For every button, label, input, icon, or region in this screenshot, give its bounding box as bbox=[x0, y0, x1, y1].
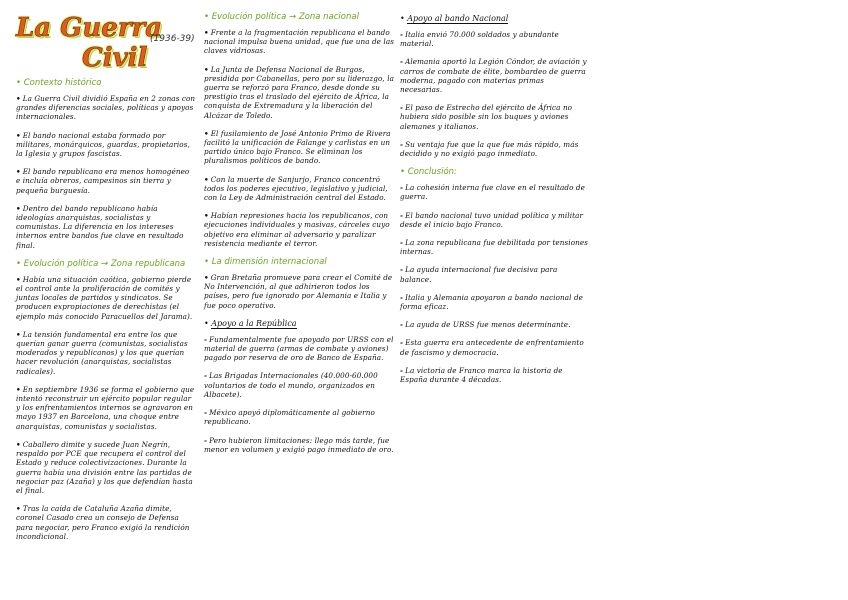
list-item: • La tensión fundamental era entre los que querían ganar guerra (comunistas, socialistas moderados y republicanos) y los que querían hacer revolución (anarquistas, socialistas radicales). bbox=[16, 329, 188, 376]
title-line-2: Civil bbox=[82, 43, 148, 73]
list-item: - Alemania aportó la Legión Cóndor, de aviación y carros de combate de élite, bombardeo de guerra moderna, pagado con materias primas necesarias. bbox=[400, 57, 587, 95]
section-heading-context: • Contexto histórico bbox=[16, 78, 102, 88]
list-item: • Frente a la fragmentación republicana el bando nacional impulsa buena unidad, que fue una de las claves vidriosas. bbox=[204, 28, 394, 56]
list-item: - La zona republicana fue debilitada por tensiones internas. bbox=[400, 238, 589, 257]
list-item: - Las Brigadas Internacionales (40.000-60.000 voluntarios de todo el mundo, organizados en Albacete). bbox=[204, 371, 378, 399]
column-2 bbox=[204, 12, 394, 463]
list-item: - Italia y Alemania apoyaron a bando nacional de forma eficaz. bbox=[400, 292, 584, 312]
list-item: - Fundamentalmente fue apoyado por URSS con el material de guerra (armas de combate y aviones) pagado por reserva de oro de Banco de España. bbox=[204, 334, 394, 363]
column-3 bbox=[400, 12, 588, 393]
section-heading-republican: • Evolución política → Zona republicana bbox=[16, 258, 186, 269]
list-item: • Caballero dimite y sucede Juan Negrín, respaldo por PCE que recupera el control del Estado y reduce colectivizaciones. Durante la guerra había una división entre las partidas de negociar paz (Azaña) y los que defendían hasta el final. bbox=[16, 439, 193, 495]
section-heading-international: • La dimensión internacional bbox=[204, 257, 327, 268]
title-block bbox=[12, 10, 202, 80]
list-item: - Esta guerra era antecedente de enfrentamiento de fascismo y democracia. bbox=[400, 338, 584, 357]
list-item: - La ayuda de URSS fue menos determinante. bbox=[400, 320, 571, 330]
list-item: • El bando republicano era menos homogéneo e incluía obreros, campesinos sin tierra y pequeña burguesía. bbox=[16, 167, 190, 195]
list-item: - La ayuda internacional fue decisiva para balance. bbox=[400, 265, 558, 284]
list-item: • La Junta de Defensa Nacional de Burgos, presidida por Cabanellas, pero por su liderazgo, la guerra se reforzó para Franco, desde donde su prestigio tras el traslado del ejército de África, la conquista de Extremadura y la liberación del Alcázar de Toledo. bbox=[204, 64, 394, 120]
list-item: - Pero hubieron limitaciones: llego más tarde, fue menor en volumen y exigió pago inmediato de oro. bbox=[204, 435, 394, 454]
list-item: • Dentro del bando republicano había ideologías anarquistas, socialistas y comunistas. La diferencia en los intereses internos entre bandos fue clave en resultado final. bbox=[16, 203, 184, 250]
title-dates: (1936-39) bbox=[150, 34, 195, 44]
list-item: • El bando nacional estaba formado por militares, monárquicos, guardas, propietarios, la Iglesia y grupos fascistas. bbox=[16, 130, 190, 159]
list-item: • El fusilamiento de José Antonio Primo de Rivera facilitó la unificación de Falange y carlistas en un partido único bajo Franco. Se eliminan los pluralismos políticos de bando. bbox=[204, 128, 391, 166]
list-item: • Había una situación caótica, gobierno pierde el control ante la proliferación de comités y juntas locales de partidos y sindicatos. Se producen expropiaciones de derechistas (el ejemplo más conocido Paracuellos del Jarama). bbox=[16, 274, 193, 321]
list-item: • Con la muerte de Sanjurjo, Franco concentró todos los poderes ejecutivo, legislativo y judicial, con la Ley de Administración central del Estado. bbox=[204, 174, 388, 203]
section-heading-nacional: • Evolución política → Zona nacional bbox=[204, 12, 359, 22]
list-item: • La Guerra Civil dividió España en 2 zonas con grandes diferencias sociales, políticas y apoyos internacionales. bbox=[16, 94, 196, 122]
list-item: - El paso de Estrecho del ejército de África no hubiera sido posible sin los buques y aviones alemanes y italianos. bbox=[400, 103, 573, 131]
sub-heading-nacional-support: • Apoyo al bando Nacional bbox=[400, 14, 509, 23]
list-item: • Tras la caída de Cataluña Azaña dimite, coronel Casado crea un consejo de Defensa para negociar, pero Franco exigió la rendición incondicional. bbox=[16, 504, 190, 541]
list-item: - La cohesión interna fue clave en el resultado de guerra. bbox=[400, 183, 585, 202]
list-item: - México apoyó diplomáticamente al gobierno republicano. bbox=[204, 408, 375, 427]
list-item: • Gran Bretaña promueve para crear el Comité de No Intervención, al que adhirieron todos los países, pero fue ignorado por Alemania e Italia y fue poco operativo. bbox=[204, 273, 393, 310]
title-line-1: La Guerra bbox=[16, 13, 163, 43]
list-item: • En septiembre 1936 se forma el gobierno que intentó reconstruir un ejército popular regular y los enfrentamientos internos se agravaron en mayo 1937 en Barcelona, una choque entre anarquistas, comunistas y socialistas. bbox=[16, 384, 195, 431]
list-item: - La victoria de Franco marca la historia de España durante 4 décadas. bbox=[400, 365, 563, 385]
column-1 bbox=[16, 78, 196, 550]
list-item: - Su ventaja fue que la que fue más rápido, más decidido y no exigió pago inmediato. bbox=[400, 139, 579, 159]
section-heading-conclusion: • Conclusión: bbox=[400, 167, 457, 178]
list-item: - El bando nacional tuvo unidad política y militar desde el inicio bajo Franco. bbox=[400, 210, 584, 229]
list-item: • Habían represiones hacia los republicanos, con ejecuciones individuales y masivas, cárceles cuyo objetivo era eliminar al adversario y paralizar resistencia mediante el terror. bbox=[204, 211, 390, 248]
sub-heading-republic-support: • Apoyo a la República bbox=[204, 318, 297, 328]
list-item: - Italia envió 70.000 soldados y abundante material. bbox=[400, 30, 559, 49]
